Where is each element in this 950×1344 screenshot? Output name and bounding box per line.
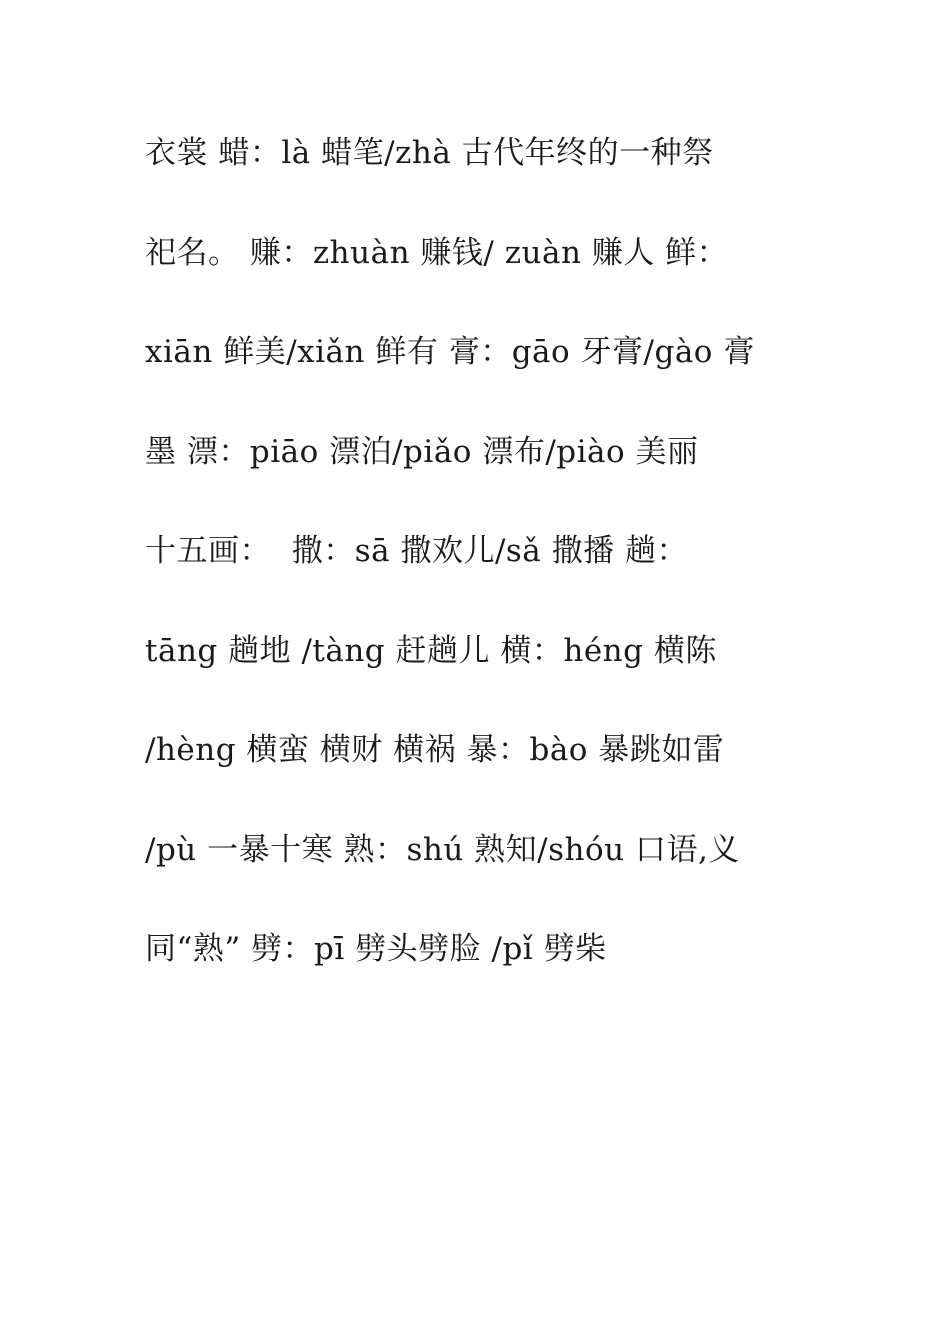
text-line-5: 十五画： 撒：sā 撒欢儿/sǎ 撒播 趟： [145,533,688,569]
text-line-1: 衣裳 蜡：là 蜡笔/zhà 古代年终的一种祭 [145,135,714,171]
text-line-9: 同“熟” 劈：pī 劈头劈脸 /pǐ 劈柴 [145,931,607,967]
text-line-2: 祀名。 赚：zhuàn 赚钱/ zuàn 赚人 鲜： [145,234,729,271]
text-line-3: xiān 鲜美/xiǎn 鲜有 膏：gāo 牙膏/gào 膏 [145,334,755,370]
text-line-6: tāng 趟地 /tàng 赶趟儿 横：héng 横陈 [145,632,717,669]
text-line-7: /hèng 横蛮 横财 横祸 暴：bào 暴跳如雷 [145,732,725,768]
text-line-8: /pù 一暴十寒 熟：shú 熟知/shóu 口语,义 [145,831,740,868]
document-body [145,122,825,1018]
text-line-4: 墨 漂：piāo 漂泊/piǎo 漂布/piào 美丽 [145,433,699,470]
